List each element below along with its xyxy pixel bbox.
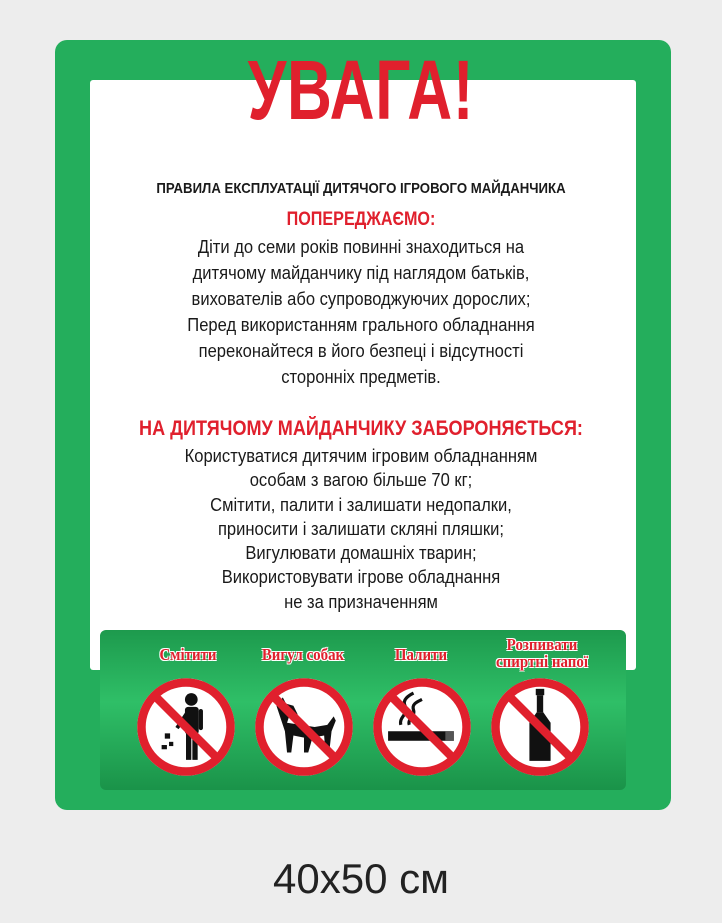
caption-smoking: Палити <box>394 645 448 664</box>
smoking-icon <box>369 674 475 780</box>
sign-subtitle: ПРАВИЛА ЕКСПЛУАТАЦІЇ ДИТЯЧОГО ІГРОВОГО МАЙДАНЧИКА <box>156 180 566 197</box>
size-label: 40x50 см <box>273 855 449 902</box>
prohibited-line: Використовувати ігрове обладнання <box>221 567 501 588</box>
alcohol-bottle-icon <box>487 674 593 780</box>
warning-line: переконайтеся в його безпеці і відсутності <box>198 341 524 361</box>
sign-title: УВАГА! <box>247 43 475 137</box>
prohibited-line: приносити і залишати скляні пляшки; <box>217 518 505 539</box>
warning-line: дитячому майданчику під наглядом батьків, <box>192 263 530 283</box>
caption-dog-walking: Вигул собак <box>261 645 345 664</box>
warning-line: Перед використанням грального обладнання <box>187 315 535 335</box>
prohibited-heading: НА ДИТЯЧОМУ МАЙДАНЧИКУ ЗАБОРОНЯЄТЬСЯ: <box>139 417 583 440</box>
dog-walking-icon <box>251 674 357 780</box>
warning-line: сторонніх предметів. <box>281 367 441 387</box>
caption-alcohol-line: Розпивати <box>506 635 578 654</box>
caption-alcohol-line: спиртні напої <box>495 652 589 671</box>
prohibited-line: Вигулювати домашніх тварин; <box>245 543 477 564</box>
prohibited-line: Користуватися дитячим ігровим обладнанням <box>184 446 538 466</box>
warning-line: Діти до семи років повинні знаходиться на <box>197 237 525 257</box>
prohibited-line: особам з вагою більше 70 кг; <box>249 470 473 491</box>
warning-heading: ПОПЕРЕДЖАЄМО: <box>286 209 436 230</box>
caption-alcohol <box>482 636 602 670</box>
prohibited-line: не за призначенням <box>284 591 438 612</box>
warning-line: вихователів або супроводжуючих дорослих; <box>191 289 531 309</box>
caption-littering: Смітити <box>159 645 217 664</box>
prohibited-line: Смітити, палити і залишати недопалки, <box>210 494 512 515</box>
littering-icon <box>133 674 239 780</box>
